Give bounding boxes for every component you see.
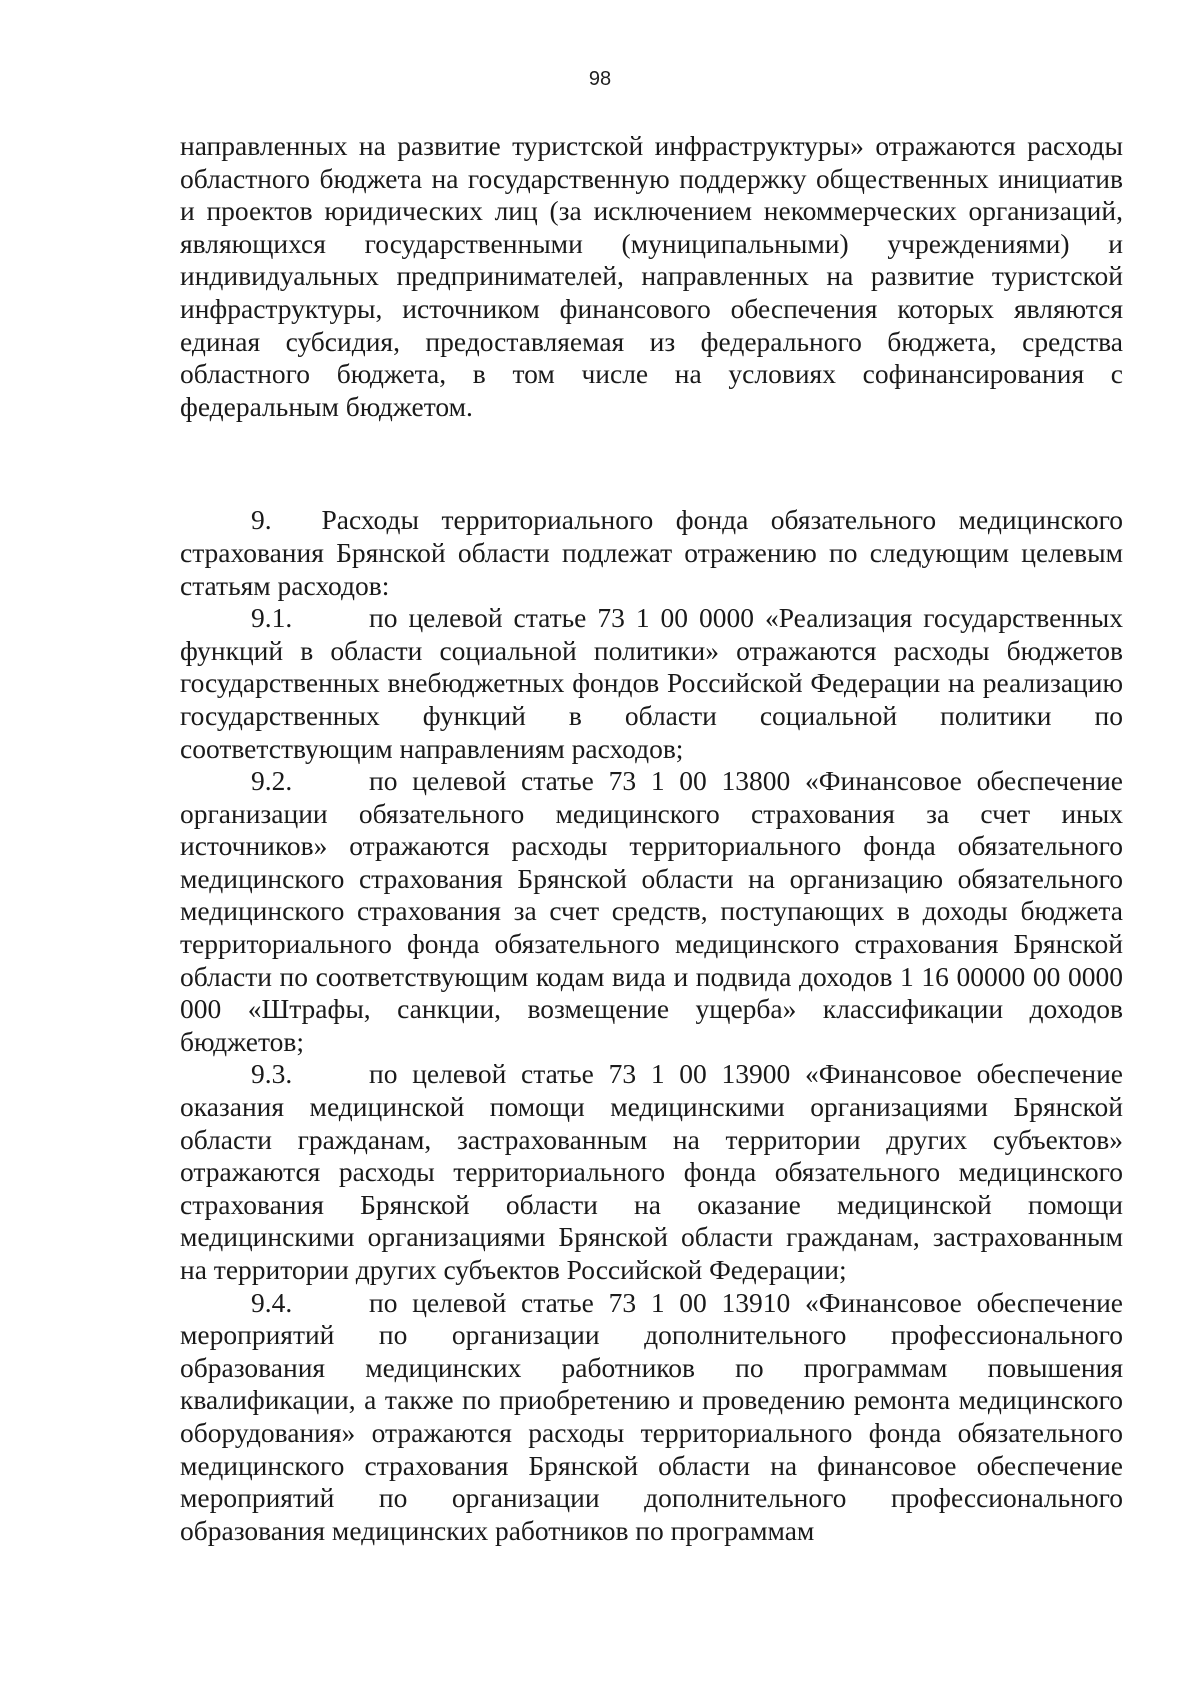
section-number: 9.4.	[251, 1286, 293, 1318]
section-text: по целевой статье 73 1 00 13910 «Финансовое обеспечение мероприятий по организации дополнительного профессионального образования медицинских работников по программам повышения квалификации, а также по приобретению и проведению ремонта медицинского оборудования» отражаются расходы территориального фонда обязательного медицинского страхования Брянской области на финансовое обеспечение мероприятий по организации дополнительного профессионального образования медицинских работников по программам	[180, 1286, 1123, 1546]
paragraph-continuation: направленных на развитие туристской инфраструктуры» отражаются расходы областного бюджета на государственную поддержку общественных инициатив и проектов юридических лиц (за исключением некоммерческих организаций, являющихся государственными (муниципальными) учреждениями) и индивидуальных предпринимателей, направленных на развитие туристской инфраструктуры, источником финансового обеспечения которых являются единая субсидия, предоставляемая из федерального бюджета, средства областного бюджета, в том числе на условиях софинансирования с федеральным бюджетом.	[180, 130, 1123, 422]
section-9-1	[180, 602, 1123, 765]
section-9	[180, 504, 1123, 602]
section-number: 9.	[251, 504, 272, 536]
section-text: по целевой статье 73 1 00 13900 «Финансовое обеспечение оказания медицинской помощи медицинскими организациями Брянской области гражданам, застрахованным на территории других субъектов» отражаются расходы территориального фонда обязательного медицинского страхования Брянской области на оказание медицинской помощи медицинскими организациями Брянской области гражданам, застрахованным на территории других субъектов Российской Федерации;	[180, 1058, 1123, 1285]
section-number: 9.3.	[251, 1058, 293, 1090]
section-number: 9.2.	[251, 765, 293, 797]
section-number: 9.1.	[251, 602, 293, 634]
document-body	[180, 130, 1123, 1547]
section-9-3	[180, 1058, 1123, 1286]
section-text: Расходы территориального фонда обязательного медицинского страхования Брянской области подлежат отражению по следующим целевым статьям расходов:	[180, 504, 1123, 601]
page-number: 98	[588, 68, 612, 90]
section-9-4	[180, 1287, 1123, 1548]
section-gap	[180, 423, 1123, 504]
section-9-2	[180, 765, 1123, 1058]
section-text: по целевой статье 73 1 00 13800 «Финансовое обеспечение организации обязательного медицинского страхования за счет иных источников» отражаются расходы территориального фонда обязательного медицинского страхования Брянской области на организацию обязательного медицинского страхования за счет средств, поступающих в доходы бюджета территориального фонда обязательного медицинского страхования Брянской области по соответствующим кодам вида и подвида доходов 1 16 00000 00 0000 000 «Штрафы, санкции, возмещение ущерба» классификации доходов бюджетов;	[180, 765, 1123, 1057]
section-text: по целевой статье 73 1 00 0000 «Реализация государственных функций в области социальной политики» отражаются расходы бюджетов государственных внебюджетных фондов Российской Федерации на реализацию государственных функций в области социальной политики по соответствующим направлениям расходов;	[180, 602, 1123, 764]
